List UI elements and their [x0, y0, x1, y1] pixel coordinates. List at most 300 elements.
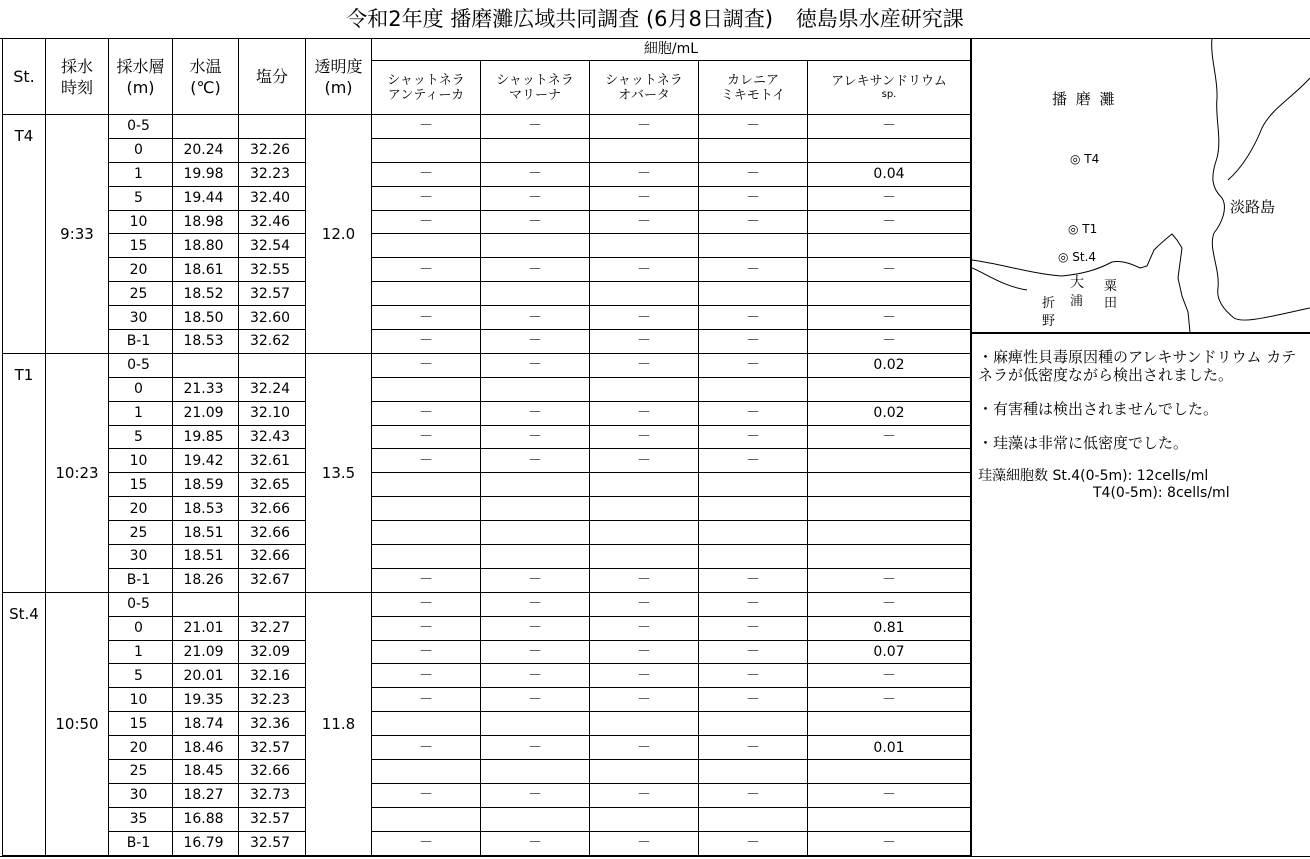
cell-count-species-3 [590, 807, 699, 831]
cell-count-species-4 [699, 234, 808, 258]
note-harmful: ・有害種は検出されませんでした。 [978, 400, 1219, 418]
cell-count-species-2: － [481, 162, 590, 186]
cell-count-species-1 [372, 234, 481, 258]
cell-count-species-5 [808, 377, 971, 401]
cell-count-species-5 [808, 282, 971, 306]
layer-cell: 0 [109, 377, 173, 401]
layer-cell: 0 [109, 138, 173, 162]
table-row [3, 234, 971, 258]
cell-count-species-1: － [372, 449, 481, 473]
diatom-count-t4: T4(0-5m): 8cells/ml [1093, 485, 1230, 501]
cell-count-species-1: － [372, 664, 481, 688]
header-time: 採水 時刻 [46, 39, 109, 115]
water-temp-cell: 20.24 [173, 138, 239, 162]
diatom-count-st4: 珪藻細胞数 St.4(0-5m): 12cells/ml [978, 468, 1209, 484]
cell-count-species-1 [372, 521, 481, 545]
cell-count-species-3: － [590, 449, 699, 473]
cell-count-species-3: － [590, 401, 699, 425]
water-temp-cell: 18.26 [173, 568, 239, 592]
cell-count-species-3: － [590, 162, 699, 186]
cell-count-species-1: － [372, 401, 481, 425]
cell-count-species-3 [590, 234, 699, 258]
cell-count-species-1: － [372, 210, 481, 234]
table-row [3, 138, 971, 162]
map-place-awa-2: 田 [1104, 296, 1118, 311]
table-row [3, 306, 971, 330]
cell-count-species-3: － [590, 664, 699, 688]
cell-count-species-2: － [481, 592, 590, 616]
cell-count-species-3: － [590, 783, 699, 807]
water-temp-cell: 21.09 [173, 640, 239, 664]
layer-cell: 1 [109, 162, 173, 186]
table-row [3, 616, 971, 640]
cell-count-species-5: － [808, 330, 971, 354]
cell-count-species-1 [372, 760, 481, 784]
cell-count-species-3: － [590, 568, 699, 592]
salinity-cell: 32.57 [239, 736, 306, 760]
header-species-3: シャットネラ オバータ [590, 61, 699, 115]
cell-count-species-4: － [699, 115, 808, 139]
cell-count-species-1: － [372, 330, 481, 354]
cell-count-species-4: － [699, 616, 808, 640]
salinity-cell: 32.65 [239, 473, 306, 497]
cell-count-species-5 [808, 497, 971, 521]
cell-count-species-1: － [372, 186, 481, 210]
cell-count-species-3: － [590, 592, 699, 616]
layer-cell: 5 [109, 425, 173, 449]
cell-count-species-4 [699, 712, 808, 736]
cell-count-species-5 [808, 473, 971, 497]
cell-count-species-4: － [699, 688, 808, 712]
cell-count-species-2: － [481, 258, 590, 282]
salinity-cell: 32.23 [239, 688, 306, 712]
cell-count-species-2: － [481, 425, 590, 449]
layer-cell: 15 [109, 234, 173, 258]
layer-cell: 0-5 [109, 592, 173, 616]
cell-count-species-3 [590, 377, 699, 401]
water-temp-cell: 18.52 [173, 282, 239, 306]
cell-count-species-2: － [481, 186, 590, 210]
cell-count-species-1 [372, 497, 481, 521]
cell-count-species-2: － [481, 449, 590, 473]
cell-count-species-1 [372, 377, 481, 401]
layer-cell: 20 [109, 258, 173, 282]
cell-count-species-5: － [808, 592, 971, 616]
cell-count-species-2 [481, 234, 590, 258]
cell-count-species-5 [808, 760, 971, 784]
cell-count-species-5: 0.81 [808, 616, 971, 640]
layer-cell: 1 [109, 401, 173, 425]
cell-count-species-4 [699, 377, 808, 401]
layer-cell: 5 [109, 664, 173, 688]
table-row [3, 425, 971, 449]
transparency: 11.8 [306, 592, 372, 855]
table-row [3, 640, 971, 664]
cell-count-species-3: － [590, 353, 699, 377]
layer-cell: 20 [109, 736, 173, 760]
cell-count-species-2 [481, 545, 590, 569]
water-temp-cell: 19.98 [173, 162, 239, 186]
map-sea-label: 播 磨 灘 [1052, 90, 1117, 108]
salinity-cell: 32.26 [239, 138, 306, 162]
water-temp-cell: 18.59 [173, 473, 239, 497]
side-panel [970, 38, 1310, 857]
cell-count-species-2: － [481, 736, 590, 760]
cell-count-species-3 [590, 497, 699, 521]
cell-count-species-2: － [481, 568, 590, 592]
cell-count-species-5: － [808, 664, 971, 688]
layer-cell: 10 [109, 688, 173, 712]
cell-count-species-3: － [590, 616, 699, 640]
water-temp-cell: 19.35 [173, 688, 239, 712]
cell-count-species-3: － [590, 688, 699, 712]
water-temp-cell: 18.46 [173, 736, 239, 760]
salinity-cell [239, 115, 306, 139]
cell-count-species-2 [481, 521, 590, 545]
table-row [3, 377, 971, 401]
map-place-ora-1: 大 [1070, 275, 1084, 291]
title-main: 令和2年度 播磨灘広域共同調査 (6月8日調査) [346, 7, 774, 31]
note-paralytic: ・麻痺性貝毒原因種のアレキサンドリウム カテネラが低密度ながら検出されました。 [978, 348, 1297, 384]
salinity-cell: 32.24 [239, 377, 306, 401]
table-row [3, 282, 971, 306]
water-temp-cell: 18.74 [173, 712, 239, 736]
cell-count-species-5: － [808, 831, 971, 855]
water-temp-cell: 18.51 [173, 521, 239, 545]
cell-count-species-3: － [590, 425, 699, 449]
table-row [3, 592, 971, 616]
cell-count-species-3: － [590, 330, 699, 354]
water-temp-cell: 18.53 [173, 330, 239, 354]
cell-count-species-5: － [808, 568, 971, 592]
water-temp-cell: 18.50 [173, 306, 239, 330]
water-temp-cell: 21.33 [173, 377, 239, 401]
cell-count-species-1: － [372, 616, 481, 640]
sampling-time: 10:50 [46, 592, 109, 855]
cell-count-species-2: － [481, 330, 590, 354]
salinity-cell: 32.73 [239, 783, 306, 807]
cell-count-species-2 [481, 282, 590, 306]
cell-count-species-4: － [699, 783, 808, 807]
transparency: 13.5 [306, 353, 372, 592]
cell-count-species-1: － [372, 306, 481, 330]
salinity-cell [239, 592, 306, 616]
table-row [3, 712, 971, 736]
salinity-cell [239, 353, 306, 377]
water-temp-cell [173, 592, 239, 616]
salinity-cell: 32.66 [239, 545, 306, 569]
table-row [3, 186, 971, 210]
layer-cell: 0-5 [109, 353, 173, 377]
cell-count-species-5: － [808, 210, 971, 234]
salinity-cell: 32.62 [239, 330, 306, 354]
table-row [3, 664, 971, 688]
layer-cell: B-1 [109, 330, 173, 354]
cell-count-species-4 [699, 760, 808, 784]
cell-count-species-4 [699, 497, 808, 521]
cell-count-species-4 [699, 473, 808, 497]
cell-count-species-3: － [590, 640, 699, 664]
table-row [3, 736, 971, 760]
cell-count-species-4: － [699, 568, 808, 592]
water-temp-cell: 19.85 [173, 425, 239, 449]
header-layer: 採水層 (m) [109, 39, 173, 115]
cell-count-species-1 [372, 807, 481, 831]
header-species-4: カレニア ミキモトイ [699, 61, 808, 115]
cell-count-species-2: － [481, 783, 590, 807]
station-name: T1 [3, 353, 46, 592]
cell-count-species-1 [372, 138, 481, 162]
salinity-cell: 32.10 [239, 401, 306, 425]
water-temp-cell: 21.09 [173, 401, 239, 425]
cell-count-species-5: 0.01 [808, 736, 971, 760]
cell-count-species-4: － [699, 330, 808, 354]
cell-count-species-4: － [699, 664, 808, 688]
header-transparency: 透明度 (m) [306, 39, 372, 115]
table-row [3, 401, 971, 425]
water-temp-cell: 18.61 [173, 258, 239, 282]
water-temp-cell: 19.42 [173, 449, 239, 473]
map-place-awa-1: 粟 [1104, 279, 1118, 294]
cell-count-species-5: － [808, 783, 971, 807]
cell-count-species-3 [590, 760, 699, 784]
cell-count-species-2: － [481, 640, 590, 664]
header-temp: 水温 (℃) [173, 39, 239, 115]
cell-count-species-3: － [590, 831, 699, 855]
cell-count-species-1: － [372, 425, 481, 449]
cell-count-species-1: － [372, 115, 481, 139]
header-st: St. [3, 39, 46, 115]
table-row [3, 473, 971, 497]
cell-count-species-1 [372, 712, 481, 736]
cell-count-species-2 [481, 473, 590, 497]
cell-count-species-1: － [372, 640, 481, 664]
cell-count-species-1 [372, 282, 481, 306]
cell-count-species-4 [699, 521, 808, 545]
cell-count-species-3: － [590, 186, 699, 210]
salinity-cell: 32.60 [239, 306, 306, 330]
cell-count-species-4: － [699, 162, 808, 186]
cell-count-species-4 [699, 282, 808, 306]
page-title [0, 0, 1310, 39]
page-bottom-border [0, 856, 1310, 857]
area-map [972, 38, 1310, 334]
cell-count-species-1: － [372, 688, 481, 712]
water-temp-cell: 20.01 [173, 664, 239, 688]
cell-count-species-4: － [699, 640, 808, 664]
salinity-cell: 32.16 [239, 664, 306, 688]
salinity-cell: 32.66 [239, 521, 306, 545]
layer-cell: 30 [109, 545, 173, 569]
salinity-cell: 32.61 [239, 449, 306, 473]
table-row [3, 497, 971, 521]
cell-count-species-1 [372, 545, 481, 569]
table-row [3, 210, 971, 234]
cell-count-species-3: － [590, 306, 699, 330]
table-row [3, 568, 971, 592]
cell-count-species-4: － [699, 831, 808, 855]
notes-section [978, 348, 1304, 502]
layer-cell: B-1 [109, 831, 173, 855]
water-temp-cell: 18.80 [173, 234, 239, 258]
layer-cell: 10 [109, 449, 173, 473]
cell-count-species-3 [590, 138, 699, 162]
layer-cell: 25 [109, 760, 173, 784]
table-row [3, 807, 971, 831]
cell-count-species-2: － [481, 115, 590, 139]
salinity-cell: 32.66 [239, 760, 306, 784]
cell-count-species-2: － [481, 616, 590, 640]
title-org: 徳島県水産研究課 [795, 7, 964, 31]
cell-count-species-1: － [372, 258, 481, 282]
cell-count-species-2: － [481, 306, 590, 330]
cell-count-species-1: － [372, 162, 481, 186]
cell-count-species-2: － [481, 831, 590, 855]
cell-count-species-5: － [808, 306, 971, 330]
table-row [3, 449, 971, 473]
layer-cell: 30 [109, 783, 173, 807]
cell-count-species-5: 0.04 [808, 162, 971, 186]
salinity-cell: 32.09 [239, 640, 306, 664]
cell-count-species-3 [590, 521, 699, 545]
cell-count-species-2 [481, 807, 590, 831]
cell-count-species-4: － [699, 258, 808, 282]
layer-cell: 5 [109, 186, 173, 210]
cell-count-species-2 [481, 497, 590, 521]
table-row [3, 115, 971, 139]
cell-count-species-1: － [372, 568, 481, 592]
sampling-time: 10:23 [46, 353, 109, 592]
table-row [3, 688, 971, 712]
cell-count-species-5 [808, 545, 971, 569]
cell-count-species-4: － [699, 592, 808, 616]
table-row [3, 330, 971, 354]
cell-count-species-5: 0.02 [808, 401, 971, 425]
cell-count-species-5: － [808, 425, 971, 449]
cell-count-species-5 [808, 234, 971, 258]
cell-count-species-5: － [808, 258, 971, 282]
map-island-label: 淡路島 [1230, 198, 1276, 216]
water-temp-cell [173, 115, 239, 139]
water-temp-cell: 16.88 [173, 807, 239, 831]
station-name: St.4 [3, 592, 46, 855]
layer-cell: 15 [109, 473, 173, 497]
map-place-ori-2: 野 [1042, 314, 1056, 329]
cell-count-species-4: － [699, 186, 808, 210]
transparency: 12.0 [306, 115, 372, 354]
cell-count-species-4: － [699, 401, 808, 425]
cell-count-species-5 [808, 449, 971, 473]
salinity-cell: 32.46 [239, 210, 306, 234]
salinity-cell: 32.66 [239, 497, 306, 521]
cell-count-species-5: － [808, 688, 971, 712]
cell-count-species-1: － [372, 783, 481, 807]
water-temp-cell: 18.45 [173, 760, 239, 784]
cell-count-species-4 [699, 545, 808, 569]
cell-count-species-2: － [481, 664, 590, 688]
map-station-st4: ◎ St.4 [1058, 250, 1097, 264]
cell-count-species-4: － [699, 306, 808, 330]
water-temp-cell: 18.51 [173, 545, 239, 569]
table-row [3, 783, 971, 807]
water-temp-cell: 18.27 [173, 783, 239, 807]
cell-count-species-5: － [808, 115, 971, 139]
cell-count-species-5 [808, 138, 971, 162]
layer-cell: 30 [109, 306, 173, 330]
water-temp-cell: 16.79 [173, 831, 239, 855]
cell-count-species-4: － [699, 353, 808, 377]
cell-count-species-5 [808, 807, 971, 831]
note-diatom: ・珪藻は非常に低密度でした。 [978, 434, 1189, 452]
salinity-cell: 32.57 [239, 831, 306, 855]
layer-cell: 35 [109, 807, 173, 831]
cell-count-species-3: － [590, 736, 699, 760]
cell-count-species-3 [590, 545, 699, 569]
cell-count-species-2: － [481, 353, 590, 377]
layer-cell: B-1 [109, 568, 173, 592]
station-name: T4 [3, 115, 46, 354]
water-temp-cell: 18.98 [173, 210, 239, 234]
sampling-time: 9:33 [46, 115, 109, 354]
salinity-cell: 32.57 [239, 282, 306, 306]
map-station-t4: ◎ T4 [1070, 152, 1100, 166]
salinity-cell: 32.43 [239, 425, 306, 449]
water-temp-cell [173, 353, 239, 377]
salinity-cell: 32.55 [239, 258, 306, 282]
header-species-1: シャットネラ アンティーカ [372, 61, 481, 115]
table-row [3, 353, 971, 377]
coastline-map [972, 38, 1310, 332]
cell-count-species-2: － [481, 210, 590, 234]
cell-count-species-4: － [699, 425, 808, 449]
layer-cell: 25 [109, 521, 173, 545]
layer-cell: 20 [109, 497, 173, 521]
header-salinity: 塩分 [239, 39, 306, 115]
layer-cell: 0-5 [109, 115, 173, 139]
salinity-cell: 32.67 [239, 568, 306, 592]
map-place-ori-1: 折 [1042, 296, 1056, 311]
cell-count-species-2 [481, 138, 590, 162]
cell-count-species-1 [372, 473, 481, 497]
salinity-cell: 32.40 [239, 186, 306, 210]
table-row [3, 162, 971, 186]
cell-count-species-4: － [699, 736, 808, 760]
diatom-counts [978, 468, 1304, 502]
layer-cell: 1 [109, 640, 173, 664]
salinity-cell: 32.54 [239, 234, 306, 258]
water-temp-cell: 18.53 [173, 497, 239, 521]
cell-count-species-3: － [590, 258, 699, 282]
layer-cell: 15 [109, 712, 173, 736]
cell-count-species-1: － [372, 736, 481, 760]
header-species-5: アレキサンドリウム sp. [808, 61, 971, 115]
cell-count-species-2 [481, 760, 590, 784]
salinity-cell: 32.27 [239, 616, 306, 640]
cell-count-species-4: － [699, 449, 808, 473]
cell-count-species-5: 0.07 [808, 640, 971, 664]
water-temp-cell: 19.44 [173, 186, 239, 210]
cell-count-species-3: － [590, 115, 699, 139]
table-row [3, 521, 971, 545]
layer-cell: 10 [109, 210, 173, 234]
cell-count-species-1: － [372, 592, 481, 616]
table-row [3, 760, 971, 784]
cell-count-species-3 [590, 282, 699, 306]
cell-count-species-5: － [808, 186, 971, 210]
table-row [3, 258, 971, 282]
cell-count-species-2: － [481, 688, 590, 712]
salinity-cell: 32.23 [239, 162, 306, 186]
